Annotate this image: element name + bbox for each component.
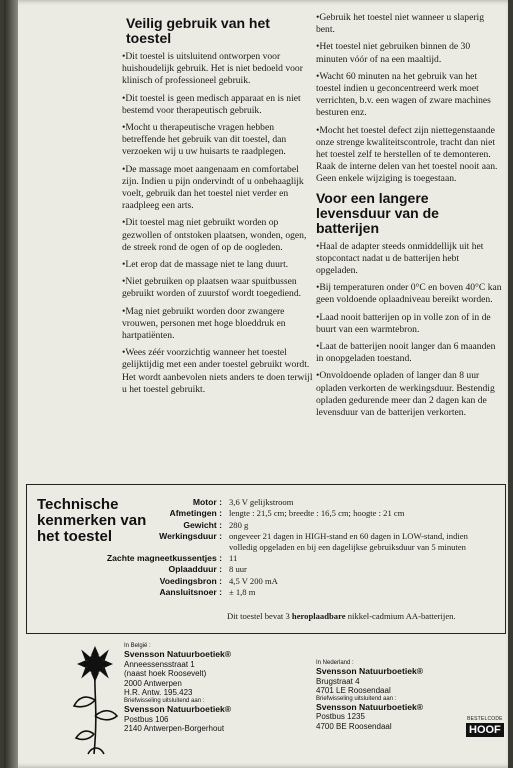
battery-note-emphasis: heroplaadbare bbox=[291, 611, 346, 621]
list-item: • Dit toestel is geen medisch apparaat en is niet bestemd voor therapeutisch gebruik. bbox=[122, 93, 314, 117]
battery-heading: Voor een langere levensduur van de batterijen bbox=[316, 189, 439, 236]
region-label: In België : bbox=[124, 643, 151, 649]
brand-name: Svensson Natuurboetiek® bbox=[316, 666, 424, 676]
address-line: Postbus 1235 bbox=[316, 712, 365, 722]
spec-row bbox=[87, 553, 497, 563]
spec-label: Afmetingen : bbox=[169, 508, 222, 519]
address-line: 4700 BE Roosendaal bbox=[316, 721, 392, 731]
spec-row bbox=[87, 508, 497, 518]
list-item: • Niet gebruiken op plaatsen waar spuitbussen gebruikt worden of zuurstof wordt toegediend. bbox=[122, 276, 314, 300]
spec-value: lengte : 21,5 cm; breedte : 16,5 cm; hoogte : 21 cm bbox=[229, 508, 405, 519]
spec-value: 8 uur bbox=[229, 564, 247, 575]
address-belgium bbox=[124, 643, 294, 734]
spec-label: Werkingsduur : bbox=[159, 531, 222, 542]
spec-label: Voedingsbron : bbox=[159, 575, 222, 586]
spec-label: Motor : bbox=[192, 497, 222, 507]
address-line: 2140 Antwerpen-Borgerhout bbox=[124, 724, 225, 734]
spec-row bbox=[87, 520, 497, 530]
safety-list bbox=[122, 51, 314, 396]
list-item: • Dit toestel mag niet gebruikt worden op gezwollen of ontstoken plaatsen, wonden, ogen, de streek rond de ogen of op de oogleden. bbox=[122, 217, 314, 254]
address-line: (naast hoek Roosevelt) bbox=[124, 669, 207, 679]
battery-list bbox=[316, 241, 502, 420]
spec-value: 3,6 V gelijkstroom bbox=[229, 497, 294, 507]
address-line: Anneessensstraat 1 bbox=[124, 659, 195, 669]
list-item: • Dit toestel is uitsluitend ontworpen voor huishoudelijk gebruik. Het is niet bedoeld voor klinisch of professioneel gebruik. bbox=[122, 51, 314, 88]
list-item: • Let erop dat de massage niet te lang duurt. bbox=[122, 259, 314, 271]
spec-value: ± 1,8 m bbox=[229, 587, 256, 598]
list-item: • Mocht u therapeutische vragen hebben betreffende het gebruik van dit toestel, dan verzoeken wij u uw huisarts te raadplegen. bbox=[122, 122, 314, 159]
spec-label: Aansluitsnoer : bbox=[159, 587, 222, 598]
spec-row bbox=[87, 564, 497, 574]
order-code-label: BESTELCODE bbox=[467, 716, 503, 722]
mail-label: Briefwisseling uitsluitend aan : bbox=[124, 697, 205, 704]
spec-value: 4,5 V 200 mA bbox=[229, 575, 278, 586]
list-item: • Gebruik het toestel niet wanneer u slaperig bent. bbox=[316, 12, 502, 36]
order-code bbox=[466, 716, 504, 737]
spec-row bbox=[87, 587, 497, 597]
brand-name: Svensson Natuurboetiek® bbox=[124, 703, 232, 714]
list-item: • Mag niet gebruikt worden door zwangere vrouwen, personen met hoge bloeddruk en hartpatiënten. bbox=[122, 306, 314, 343]
tech-specs-box bbox=[26, 484, 506, 634]
spec-row bbox=[87, 531, 497, 552]
battery-note-text: Dit toestel bevat 3 bbox=[227, 611, 292, 621]
list-item: • De massage moet aangenaam en comfortabel zijn. Indien u pijn ondervindt of u onbehaaglijk voelt, gebruik dan het toestel niet verder en raadpleeg een arts. bbox=[122, 164, 314, 213]
address-line: 2000 Antwerpen bbox=[124, 678, 182, 688]
battery-note bbox=[227, 611, 456, 621]
address-line: H.R. Antw. 195.423 bbox=[124, 688, 193, 698]
safety-column bbox=[122, 12, 314, 401]
spec-table bbox=[87, 497, 497, 599]
brand-name: Svensson Natuurboetiek® bbox=[124, 649, 232, 659]
sunflower-logo-icon bbox=[70, 642, 120, 762]
spec-label: Oplaadduur : bbox=[168, 564, 222, 575]
safety-heading: Veilig gebruik van het toestel bbox=[126, 15, 270, 46]
list-item: • Laat de batterijen nooit langer dan 6 maanden in onopgeladen toestand. bbox=[316, 341, 502, 365]
spec-label: Zachte magneetkussentjes : bbox=[106, 553, 222, 564]
list-item: • Het toestel niet gebruiken binnen de 30 minuten vóór of na een maaltijd. bbox=[316, 41, 502, 65]
list-item: • Onvoldoende opladen of langer dan 8 uur opladen verkorten de werkingsduur. Bestendig opladen gedurende meer dan 2 dagen kan de levensduur van de batterijen verkorten. bbox=[316, 370, 502, 419]
battery-column bbox=[316, 12, 502, 424]
list-item: • Wees zéér voorzichtig wanneer het toestel gelijktijdig met een ander toestel gebruikt wordt. Het wordt aanbevolen niets anders te doen terwijl u het toestel gebruikt. bbox=[122, 347, 314, 396]
spec-row bbox=[87, 497, 497, 507]
list-item: • Wacht 60 minuten na het gebruik van het toestel indien u geconcentreerd werk moet verrichten, b.v. een wagen of zware machines besturen enz. bbox=[316, 71, 502, 120]
list-item: • Mocht het toestel defect zijn niettegenstaande onze strenge kwaliteitscontrole, tracht dan niet het toestel zelf te herstellen of te demonteren. Raak de interne delen van het toestel nooit aan. Geen enkele wijziging is toegestaan. bbox=[316, 125, 502, 186]
spec-value: 280 g bbox=[229, 519, 249, 530]
order-code-value: HOOF bbox=[466, 723, 504, 737]
spec-value: ongeveer 21 dagen in HIGH-stand en 60 dagen in LOW-stand, indien volledig opgeladen en bij een dagelijkse gebruiksduur van 5 minuten bbox=[229, 531, 468, 552]
address-line: 4701 LE Roosendaal bbox=[316, 686, 391, 696]
mail-label: Briefwisseling uitsluitend aan : bbox=[316, 695, 397, 702]
spec-value: 11 bbox=[229, 553, 238, 564]
tech-specs-title: Technische kenmerken van het toestel bbox=[37, 496, 147, 545]
address-line: Postbus 106 bbox=[124, 714, 169, 724]
address-netherlands bbox=[316, 660, 476, 732]
manual-page bbox=[4, 0, 508, 768]
list-item: • Haal de adapter steeds onmiddellijk uit het stopcontact nadat u de batterijen hebt opgeladen. bbox=[316, 241, 502, 278]
region-label: In Nederland : bbox=[316, 660, 354, 666]
list-item: • Laad nooit batterijen op in volle zon of in de buurt van een warmtebron. bbox=[316, 312, 502, 336]
address-line: Brugstraat 4 bbox=[316, 676, 360, 686]
brand-name: Svensson Natuurboetiek® bbox=[316, 701, 424, 712]
spec-row bbox=[87, 576, 497, 586]
list-item: • Bij temperaturen onder 0°C en boven 40°C kan geen voldoende oplaadniveau bereikt worden. bbox=[316, 282, 502, 306]
spec-label: Gewicht : bbox=[183, 519, 222, 530]
page-binding bbox=[4, 0, 18, 768]
battery-note-text-end: nikkel-cadmium AA-batterijen. bbox=[345, 611, 456, 621]
safety-list-continued bbox=[316, 12, 502, 186]
